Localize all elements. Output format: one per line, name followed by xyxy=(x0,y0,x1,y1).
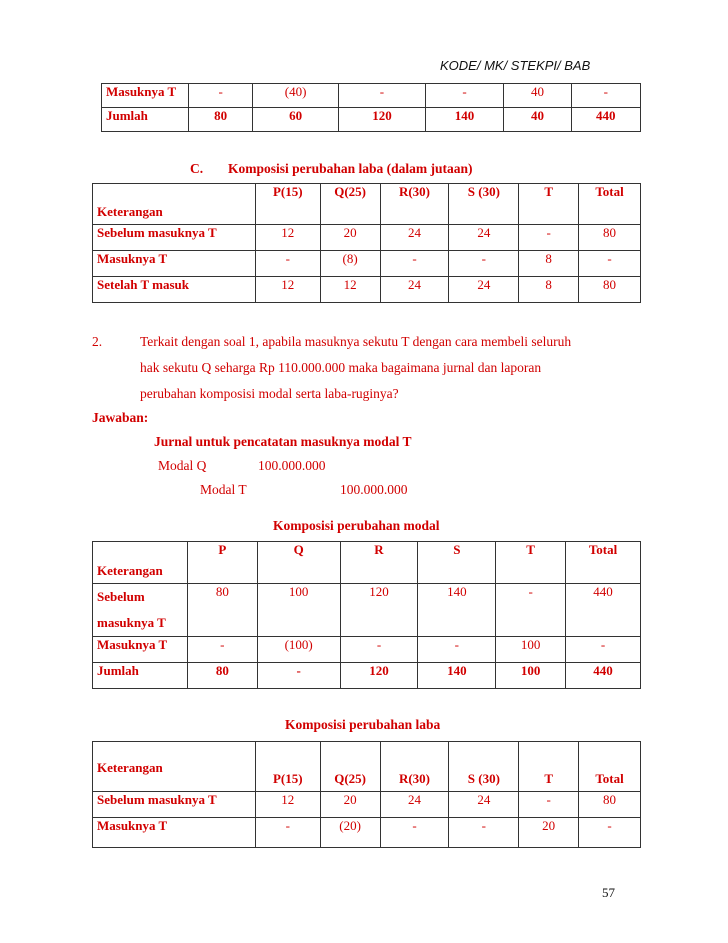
table-modal xyxy=(92,541,641,689)
table-row-label: Jumlah xyxy=(93,663,188,689)
table-cell: 140 xyxy=(418,584,496,637)
table-cell: - xyxy=(579,818,641,848)
table-cell: 100 xyxy=(496,663,566,689)
table-cell: 440 xyxy=(566,584,641,637)
table-cell: 12 xyxy=(255,225,320,251)
table-row-label: Masuknya T xyxy=(93,818,256,848)
table-cell: 100 xyxy=(496,637,566,663)
table-cell: - xyxy=(255,818,320,848)
table-cell: 40 xyxy=(504,84,571,108)
table-cell: 80 xyxy=(579,792,641,818)
table-cell: - xyxy=(257,663,340,689)
table-cell: 12 xyxy=(255,792,320,818)
table-laba-c xyxy=(92,183,641,303)
column-header: T xyxy=(519,742,579,792)
table-cell: 40 xyxy=(504,108,571,132)
table-row-label: Sebelum masuknya T xyxy=(93,225,256,251)
column-header: T xyxy=(496,542,566,584)
table-cell: 100 xyxy=(257,584,340,637)
page-header: KODE/ MK/ STEKPI/ BAB xyxy=(440,58,591,73)
table-cell: 24 xyxy=(449,792,519,818)
journal-debit-amount: 100.000.000 xyxy=(258,458,326,473)
table-cell: 120 xyxy=(340,584,418,637)
column-header: R xyxy=(340,542,418,584)
table-cell: 80 xyxy=(187,584,257,637)
question-line: perubahan komposisi modal serta laba-ruginya? xyxy=(140,386,399,401)
table-cell: 24 xyxy=(449,225,519,251)
table-cell: (100) xyxy=(257,637,340,663)
table-cell: 24 xyxy=(449,277,519,303)
table-cell: 20 xyxy=(320,792,380,818)
table-row-label: Sebelum masuknya T xyxy=(93,792,256,818)
table-title: Komposisi perubahan laba xyxy=(285,717,441,732)
table-cell: - xyxy=(380,818,449,848)
table-cell: - xyxy=(449,251,519,277)
column-header: Total xyxy=(579,184,641,225)
section-letter: C. xyxy=(190,161,204,176)
table-cell: - xyxy=(566,637,641,663)
table-cell: 80 xyxy=(579,225,641,251)
table-modal-continued xyxy=(101,83,641,132)
journal-credit-account: Modal T xyxy=(200,482,247,497)
table-title: Komposisi perubahan modal xyxy=(273,518,440,533)
table-cell: 120 xyxy=(340,663,418,689)
journal-title: Jurnal untuk pencatatan masuknya modal T xyxy=(154,434,412,449)
table-cell: 12 xyxy=(320,277,380,303)
table-cell: 440 xyxy=(571,108,640,132)
column-header: S (30) xyxy=(449,184,519,225)
table-cell: 60 xyxy=(252,108,338,132)
table-cell: 440 xyxy=(566,663,641,689)
table-cell: - xyxy=(449,818,519,848)
table-cell: - xyxy=(519,792,579,818)
table-row-label: Masuknya T xyxy=(93,251,256,277)
table-cell: (40) xyxy=(252,84,338,108)
table-laba xyxy=(92,741,641,848)
column-header: Q(25) xyxy=(320,742,380,792)
table-cell: - xyxy=(255,251,320,277)
column-header: R(30) xyxy=(380,742,449,792)
column-header: S (30) xyxy=(449,742,519,792)
table-cell: - xyxy=(571,84,640,108)
table-cell: - xyxy=(340,637,418,663)
column-header: Q xyxy=(257,542,340,584)
table-cell: - xyxy=(579,251,641,277)
table-row-label: Jumlah xyxy=(102,108,189,132)
answer-label: Jawaban: xyxy=(92,410,149,425)
table-row-label: Masuknya T xyxy=(93,637,188,663)
table-row-label: Masuknya T xyxy=(102,84,189,108)
table-cell: 24 xyxy=(380,225,449,251)
column-header: Total xyxy=(579,742,641,792)
table-cell: 20 xyxy=(320,225,380,251)
table-cell: 20 xyxy=(519,818,579,848)
column-header: T xyxy=(519,184,579,225)
table-cell: (20) xyxy=(320,818,380,848)
table-cell: - xyxy=(380,251,449,277)
question-line: hak sekutu Q seharga Rp 110.000.000 maka bagaimana jurnal dan laporan xyxy=(140,360,542,375)
table-cell: 140 xyxy=(418,663,496,689)
row-label-line: Sebelum xyxy=(97,589,145,604)
table-cell: 24 xyxy=(380,277,449,303)
question-number: 2. xyxy=(92,334,103,349)
row-label-line: masuknya T xyxy=(97,615,166,630)
column-header: P(15) xyxy=(255,742,320,792)
column-header: Total xyxy=(566,542,641,584)
table-cell: 24 xyxy=(380,792,449,818)
journal-debit-account: Modal Q xyxy=(158,458,207,473)
table-cell: - xyxy=(339,84,425,108)
table-cell: 12 xyxy=(255,277,320,303)
table-cell: - xyxy=(496,584,566,637)
section-title: Komposisi perubahan laba (dalam jutaan) xyxy=(228,161,473,176)
table-cell: 80 xyxy=(579,277,641,303)
table-cell: - xyxy=(418,637,496,663)
journal-credit-amount: 100.000.000 xyxy=(340,482,408,497)
table-row-label xyxy=(93,584,188,637)
table-row-label: Setelah T masuk xyxy=(93,277,256,303)
column-header: P xyxy=(187,542,257,584)
column-header: R(30) xyxy=(380,184,449,225)
table-cell: 80 xyxy=(189,108,252,132)
column-header: Q(25) xyxy=(320,184,380,225)
column-header: Keterangan xyxy=(93,542,188,584)
table-cell: 8 xyxy=(519,251,579,277)
column-header: Keterangan xyxy=(93,742,256,792)
table-cell: (8) xyxy=(320,251,380,277)
table-cell: - xyxy=(519,225,579,251)
table-cell: 140 xyxy=(425,108,504,132)
column-header: S xyxy=(418,542,496,584)
table-cell: - xyxy=(425,84,504,108)
question-line: Terkait dengan soal 1, apabila masuknya sekutu T dengan cara membeli seluruh xyxy=(140,334,572,349)
table-cell: - xyxy=(187,637,257,663)
table-cell: 8 xyxy=(519,277,579,303)
table-cell: - xyxy=(189,84,252,108)
column-header: P(15) xyxy=(255,184,320,225)
table-cell: 80 xyxy=(187,663,257,689)
table-cell: 120 xyxy=(339,108,425,132)
page-number: 57 xyxy=(602,885,615,900)
column-header: Keterangan xyxy=(93,184,256,225)
